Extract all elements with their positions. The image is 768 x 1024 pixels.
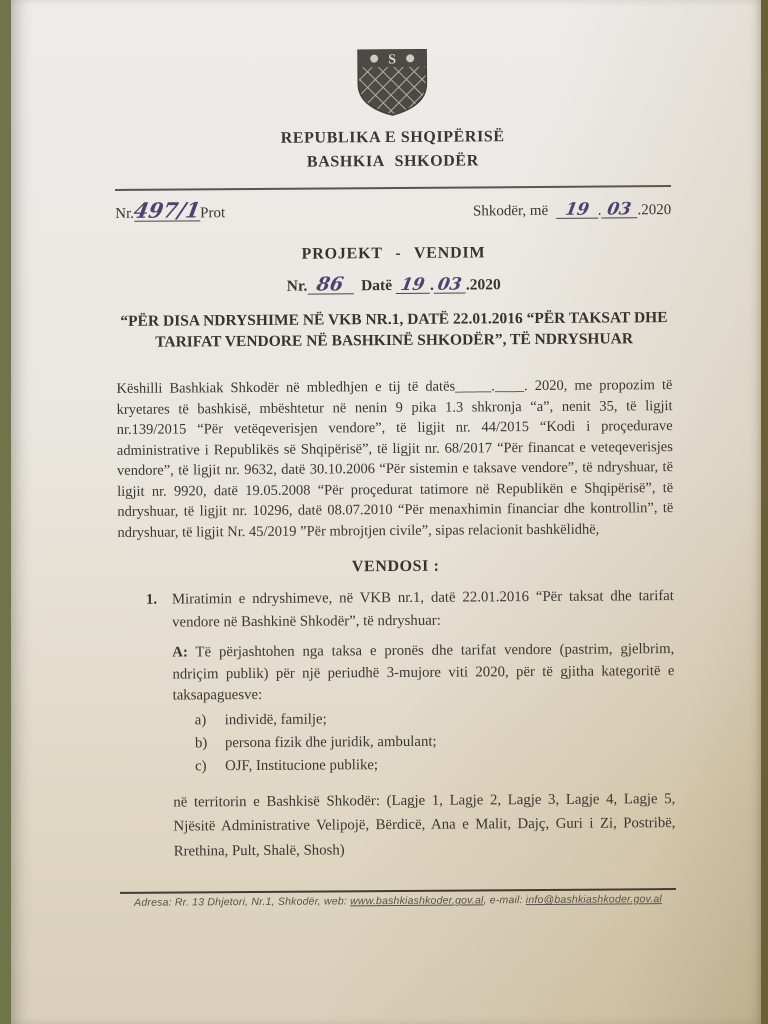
protocol-day-handwritten: 19 — [563, 199, 591, 220]
footer — [120, 888, 676, 909]
list-item-marker: b) — [194, 734, 208, 751]
list-item-text: individë, familje; — [224, 710, 327, 728]
section-a-text: Të përjashtohen nga taksa e pronës dhe tarifat vendore (pastrim, gjelbrim, ndriçim publik) për një periudhë 3-mujore viti 2020, për të gjitha kategoritë e taksapaguesve: — [172, 641, 675, 704]
emblem-letter: S — [388, 52, 397, 68]
protocol-number — [115, 197, 226, 223]
territory-paragraph: në territorin e Bashkisë Shkodër: (Lagje 1, Lagje 2, Lagje 3, Lagje 4, Lagje 5, Njësitë Administrative Velipojë, Bërdicë, Ana e Malit, Dajç, Guri i Zi, Postribë, Rrethina, Pult, Shalë, Shosh) — [173, 790, 676, 860]
date-dot: . — [597, 202, 602, 219]
shkoder-coat-of-arms-icon — [355, 48, 429, 119]
decision-year: .2020 — [465, 276, 501, 294]
protocol-prot-label: Prot — [200, 205, 226, 222]
protocol-row — [115, 199, 671, 223]
email-link: info@bashkiashkoder.gov.al — [525, 893, 662, 907]
document-type-heading: PROJEKT - VENDIM — [301, 244, 486, 263]
decision-date-label: Datë — [360, 277, 393, 295]
website-link: www.bashkiashkoder.gov.al — [350, 894, 484, 908]
item-1-text: Miratimin e ndryshimeve, në VKB nr.1, datë 22.01.2016 “Për taksat dhe tarifat vendore në Bashkinë Shkodër”, të ndryshuar: — [171, 588, 674, 631]
document-content — [114, 0, 676, 909]
decision-nr-handwritten: 86 — [315, 273, 346, 296]
list-item — [195, 706, 675, 732]
category-list — [195, 706, 675, 778]
republic-title: REPUBLIKA E SHQIPËRISË — [280, 128, 505, 147]
decision-day-handwritten: 19 — [399, 274, 427, 295]
list-item-marker: a) — [194, 711, 207, 728]
decision-number-date-row — [116, 275, 672, 297]
preamble-paragraph: Këshilli Bashkiak Shkodër në mbledhjen e tij të datës_____.____. 2020, me propozim të kryetares të bashkisë, mbështetur në nenin 9 pika 1.3 shkronja “a”, nenit 35, të ligjit nr.139/2015 “Për vetëqeverisjen vendore”, të ligjit nr. 44/2015 “Kodi i proçedurave administrative i Republikës së Shqipërisë”, të ligjit nr. 68/2017 “Për financat e veteqeverisjes vendore”, të ligjit nr. 9632, datë 30.10.2006 “Për sistemin e taksave vendore”, të ndryshuar, të ligjit nr. 9920, datë 19.05.2008 “Për proçedurat tatimore në Republikën e Shqipërisë”, të ndryshuar, të ligjit nr. 10296, datë 08.07.2010 “Për menaxhimin financiar dhe kontrollin”, të ndryshuar, të ligjit Nr. 45/2019 ”Për mbrojtjen civile”, sipas relacionit bashkëlidhë, — [116, 377, 674, 541]
protocol-date — [472, 199, 672, 220]
list-item-text: persona fizik dhe juridik, ambulant; — [224, 733, 437, 751]
section-a-label: A: — [172, 644, 188, 661]
footer-address — [120, 893, 676, 909]
place-date-label: Shkodër, më — [472, 202, 549, 220]
emblem-container — [114, 46, 671, 125]
decision-title: “PËR DISA NDRYSHIME NË VKB NR.1, DATË 22.01.2016 “PËR TAKSAT DHE TARIFAT VENDORE NË BASHKINË SHKODËR”, TË NDRYSHUAR — [120, 309, 668, 351]
protocol-month-handwritten: 03 — [606, 199, 634, 220]
decision-date-dot: . — [429, 276, 434, 294]
scanned-document-paper — [11, 0, 761, 1024]
section-a-paragraph — [172, 639, 674, 707]
decision-nr-label: Nr. — [286, 277, 308, 295]
municipality-title: BASHKIA SHKODËR — [306, 152, 479, 171]
item-1-number: 1. — [145, 591, 158, 608]
resolution-heading: VENDOSI : — [351, 557, 440, 576]
protocol-nr-label: Nr. — [115, 205, 135, 222]
list-item-text: OJF, Institucione publike; — [225, 756, 379, 774]
list-item — [195, 752, 675, 778]
emblem-rosette-right — [406, 54, 414, 62]
decision-item-1 — [118, 585, 674, 634]
protocol-year: .2020 — [637, 202, 672, 219]
emblem-rosette-left — [370, 55, 378, 63]
list-item — [195, 729, 675, 755]
header-divider-line — [115, 185, 671, 191]
address-text: Adresa: Rr. 13 Dhjetori, Nr.1, Shkodër, web: — [134, 895, 351, 909]
list-item-marker: c) — [195, 757, 207, 774]
protocol-nr-handwritten: 497/1 — [131, 197, 203, 223]
email-label: , e-mail: — [483, 894, 526, 907]
decision-month-handwritten: 03 — [436, 274, 464, 295]
